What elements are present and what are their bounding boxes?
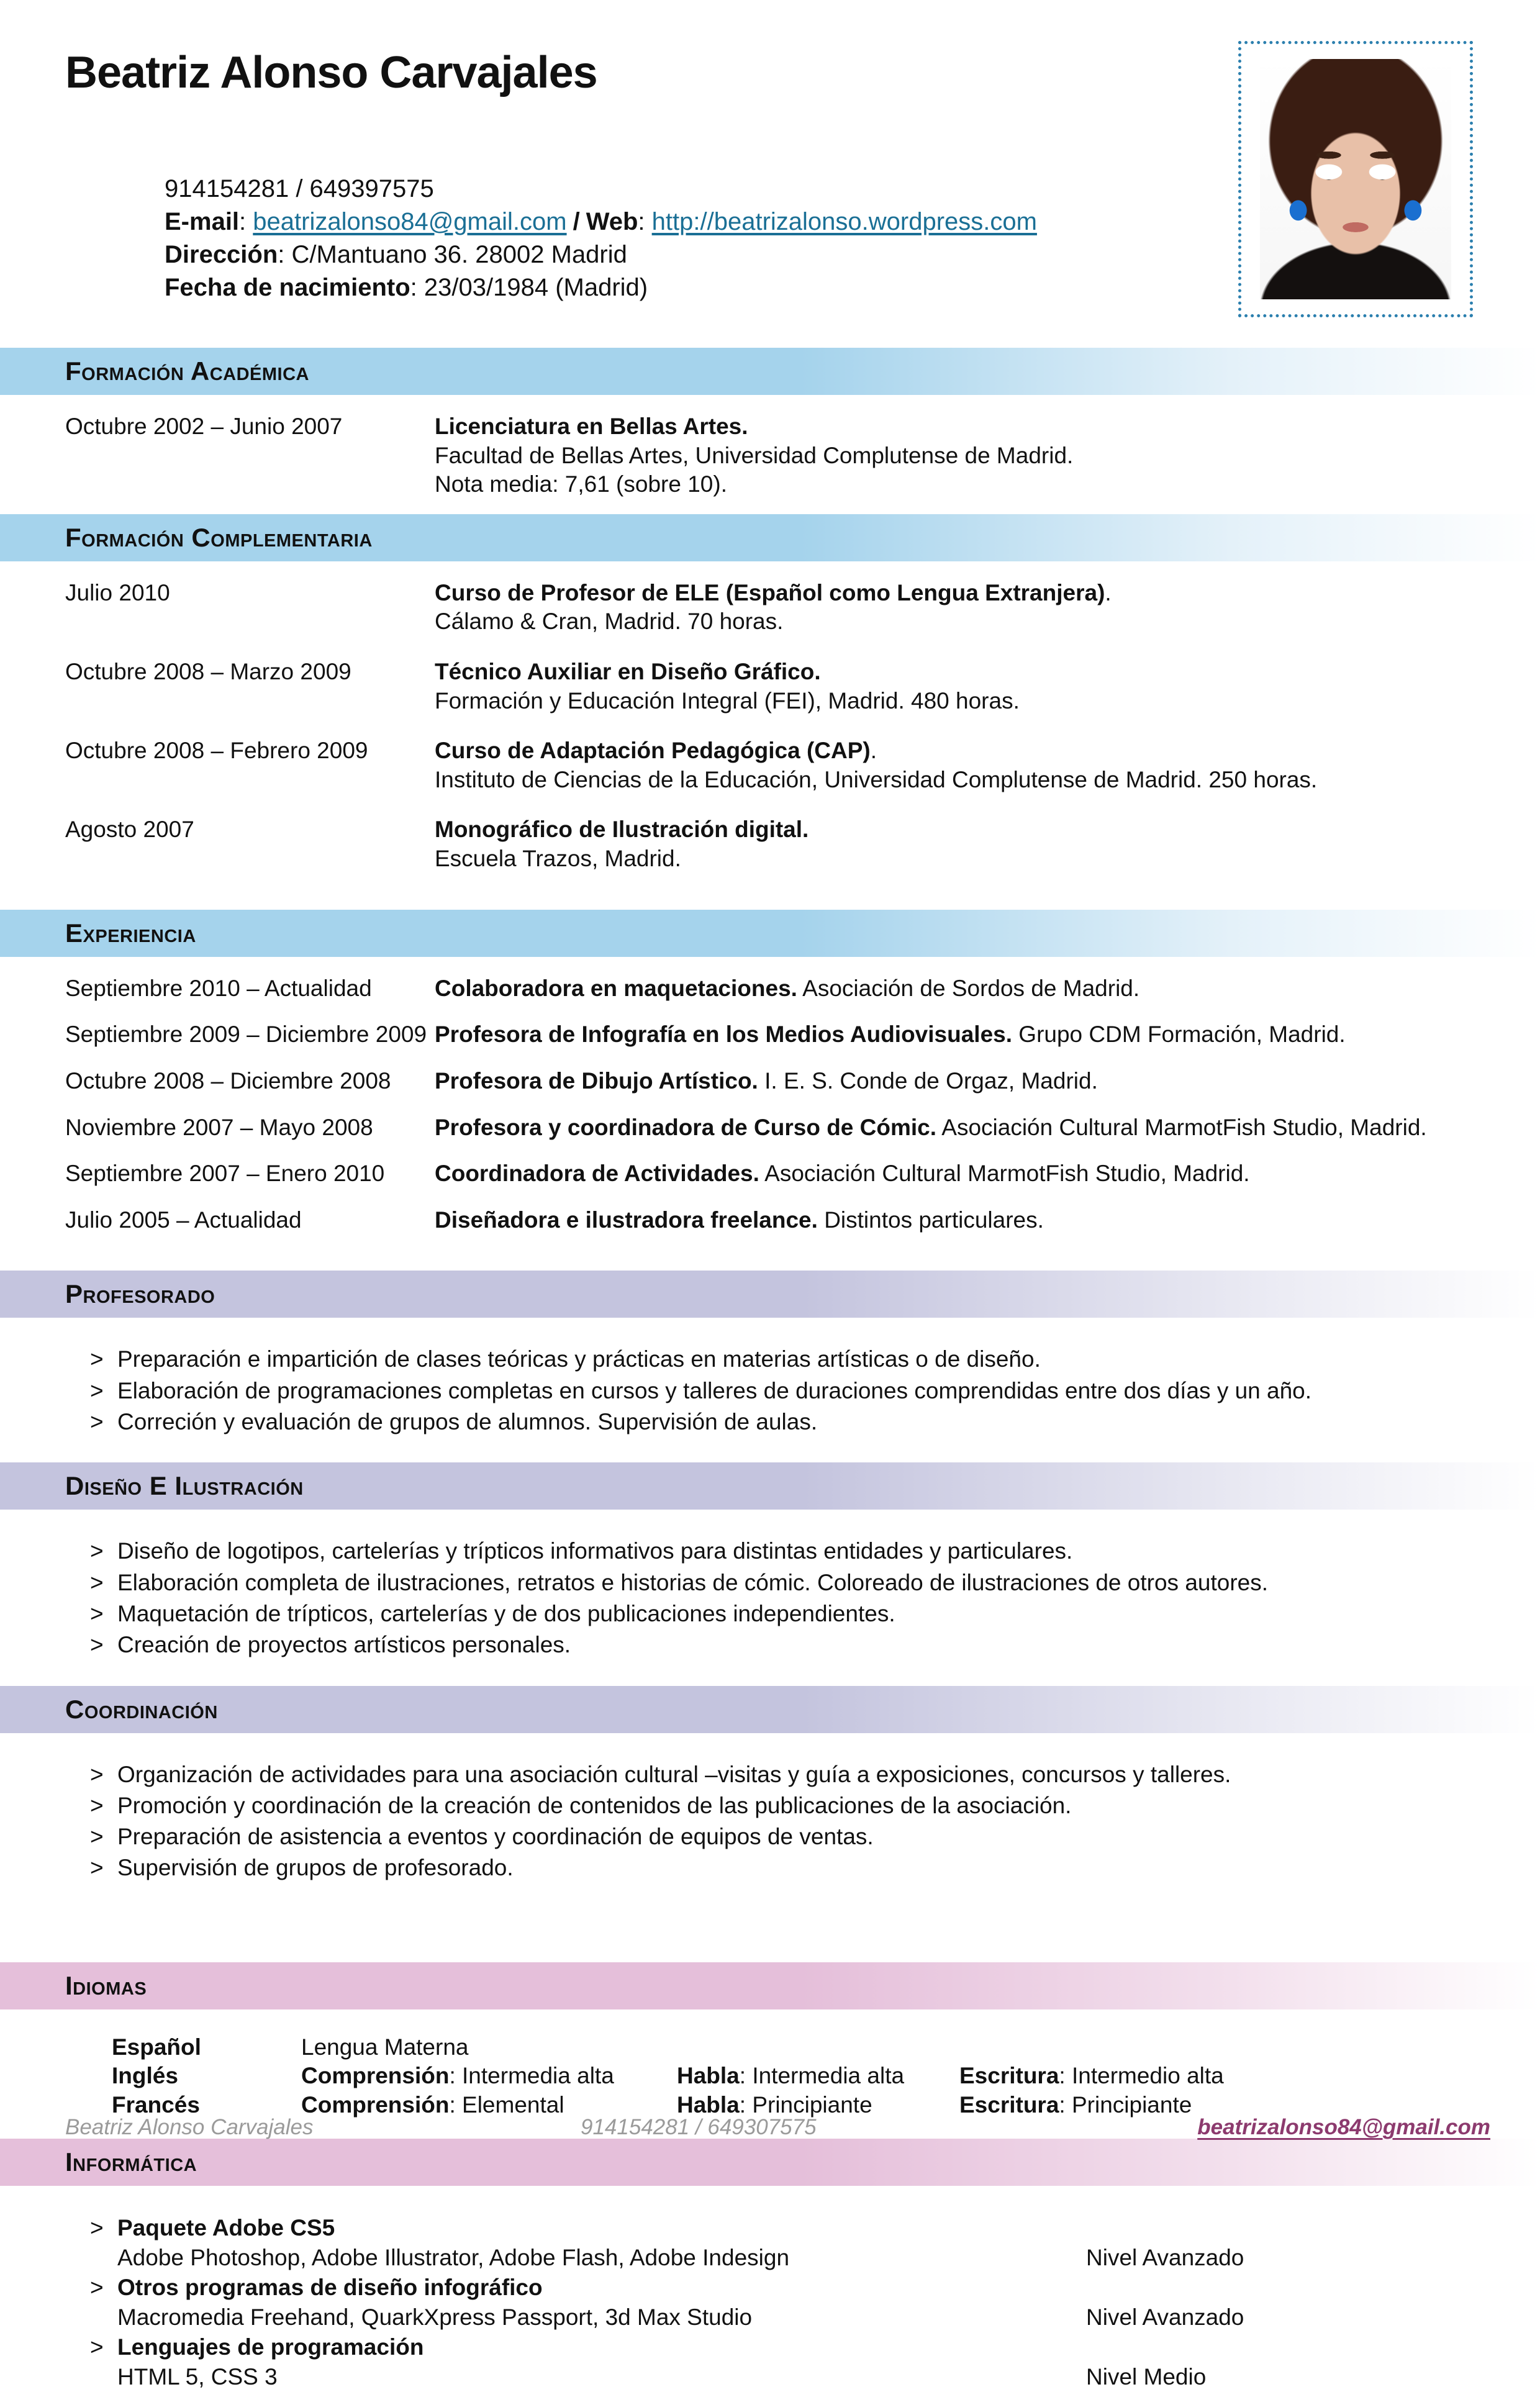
profesorado-bullets — [0, 1318, 1540, 1462]
skill-detail — [90, 2243, 1540, 2273]
entry-role: Profesora de Dibujo Artístico. — [435, 1067, 758, 1094]
section-header-experiencia — [0, 910, 1540, 957]
footer-email-link[interactable]: beatrizalonso84@gmail.com — [1197, 2115, 1490, 2139]
comprehension-value: Lengua Materna — [301, 2034, 469, 2060]
entry-date: Noviembre 2007 – Mayo 2008 — [65, 1114, 373, 1140]
entry-row — [65, 412, 1540, 499]
entry-org: Asociación de Sordos de Madrid. — [797, 975, 1140, 1001]
entry-date: Octubre 2002 – Junio 2007 — [65, 414, 343, 439]
comprehension-value: : Elemental — [449, 2092, 564, 2118]
address-value: C/Mantuano 36. 28002 Madrid — [291, 240, 627, 268]
chevron-right-icon: > — [90, 1761, 104, 1787]
skill-level: Nivel Avanzado — [1086, 2244, 1244, 2270]
footer-phones: 914154281 / 649307575 — [581, 2115, 817, 2139]
speaking-value: : Principiante — [739, 2092, 872, 2118]
entry-row — [65, 974, 1540, 1003]
entry-line-rest: Escuela Trazos, Madrid. — [435, 846, 681, 872]
skill-level: Nivel Avanzado — [1086, 2304, 1244, 2330]
language-writing — [959, 2033, 1540, 2062]
chevron-right-icon: > — [90, 2274, 104, 2300]
section-header-idiomas — [0, 1962, 1540, 2009]
language-name: Francés — [112, 2092, 200, 2118]
entry-line-bold: Curso de Adaptación Pedagógica (CAP) — [435, 738, 871, 764]
section-header-formacion-complementaria — [0, 514, 1540, 561]
entry-line-rest: Facultad de Bellas Artes, Universidad Complutense de Madrid. — [435, 442, 1074, 468]
speaking-label: Habla — [677, 2092, 740, 2118]
entry-line-bold: Técnico Auxiliar en Diseño Gráfico. — [435, 659, 821, 685]
spacer — [0, 503, 1540, 514]
entry-role: Coordinadora de Actividades. — [435, 1161, 759, 1187]
web-link[interactable]: http://beatrizalonso.wordpress.com — [651, 207, 1037, 235]
entry-line — [435, 607, 1540, 637]
entry-body — [435, 1206, 1540, 1235]
entry-line-bold: Curso de Profesor de ELE (Español como Lengua Extranjera) — [435, 579, 1105, 605]
spacer — [0, 1909, 1540, 1962]
section-title: Idiomas — [65, 1970, 147, 2000]
entry-line-rest: Cálamo & Cran, Madrid. 70 horas. — [435, 609, 784, 635]
section-title: Diseño E Ilustración — [65, 1471, 304, 1501]
chevron-right-icon: > — [90, 1377, 104, 1403]
entry-line — [435, 579, 1540, 608]
entry-role: Diseñadora e ilustradora freelance. — [435, 1207, 818, 1233]
section-header-coordinacion — [0, 1686, 1540, 1733]
list-item-text: Promoción y coordinación de la creación de contenidos de las publicaciones de la asociación. — [117, 1792, 1072, 1818]
section-title: Informática — [65, 2147, 197, 2177]
entry-body — [435, 974, 1540, 1003]
chevron-right-icon: > — [90, 2334, 104, 2360]
chevron-right-icon: > — [90, 1600, 104, 1626]
list-item — [90, 1344, 1540, 1375]
skill-group — [90, 2273, 1540, 2332]
section-title: Coordinación — [65, 1694, 218, 1724]
language-comprehension — [301, 2033, 677, 2062]
avatar — [1260, 59, 1451, 299]
entry-date: Julio 2005 – Actualidad — [65, 1207, 302, 1233]
writing-value: : Intermedio alta — [1059, 2063, 1224, 2089]
birth-colon: : — [410, 274, 424, 302]
writing-label: Escritura — [959, 2063, 1059, 2089]
language-speaking — [677, 2062, 959, 2091]
email-link[interactable]: beatrizalonso84@gmail.com — [253, 207, 567, 235]
entry-body — [435, 736, 1540, 794]
entry-line — [435, 736, 1540, 766]
writing-label: Escritura — [959, 2092, 1059, 2118]
web-colon: : — [638, 207, 652, 235]
chevron-right-icon: > — [90, 1346, 104, 1372]
entry-body — [435, 1159, 1540, 1189]
chevron-right-icon: > — [90, 1408, 104, 1434]
skill-group — [90, 2332, 1540, 2392]
entry-line-rest: . — [870, 738, 877, 764]
cv-header — [0, 0, 1540, 348]
footer-name: Beatriz Alonso Carvajales — [65, 2115, 314, 2139]
entry-body — [435, 1067, 1540, 1096]
entry-date: Octubre 2008 – Marzo 2009 — [65, 659, 351, 685]
list-item — [90, 1629, 1540, 1660]
section-title: Formación Complementaria — [65, 522, 373, 552]
contact-separator: / — [573, 207, 580, 235]
skill-programs: Adobe Photoshop, Adobe Illustrator, Adobe Flash, Adobe Indesign — [117, 2244, 790, 2270]
writing-value: : Principiante — [1059, 2092, 1192, 2118]
entry-row — [65, 1159, 1540, 1189]
entry-date: Septiembre 2010 – Actualidad — [65, 975, 372, 1001]
list-item-text: Elaboración completa de ilustraciones, retratos e historias de cómic. Coloreado de ilustraciones de otros autores. — [117, 1569, 1269, 1595]
comprehension-label: Comprensión — [301, 2063, 450, 2089]
section-header-informatica — [0, 2139, 1540, 2186]
chevron-right-icon: > — [90, 1792, 104, 1818]
entry-body — [435, 412, 1540, 499]
skill-heading — [90, 2213, 1540, 2243]
entry-body — [435, 579, 1540, 637]
entry-line — [435, 815, 1540, 845]
language-comprehension — [301, 2062, 677, 2091]
table-row — [112, 2033, 1540, 2062]
list-item-text: Preparación e impartición de clases teóricas y prácticas en materias artísticas o de diseño. — [117, 1346, 1041, 1372]
diseno-bullets — [0, 1510, 1540, 1685]
entry-row — [65, 1113, 1540, 1143]
entry-line-rest: Formación y Educación Integral (FEI), Madrid. 480 horas. — [435, 687, 1020, 714]
coordinacion-bullets — [0, 1733, 1540, 1909]
email-label: E-mail — [165, 207, 240, 235]
entry-body — [435, 815, 1540, 873]
language-speaking — [677, 2033, 959, 2062]
chevron-right-icon: > — [90, 1632, 104, 1658]
chevron-right-icon: > — [90, 1538, 104, 1564]
entry-row — [65, 579, 1540, 637]
experiencia-entries — [0, 957, 1540, 1239]
entry-line — [435, 412, 1540, 442]
entry-role: Colaboradora en maquetaciones. — [435, 975, 797, 1001]
entry-org: I. E. S. Conde de Orgaz, Madrid. — [758, 1067, 1098, 1094]
birth-label: Fecha de nacimiento — [165, 274, 410, 302]
list-item — [90, 1375, 1540, 1407]
section-title: Formación Académica — [65, 356, 309, 386]
entry-org: Asociación Cultural MarmotFish Studio, Madrid. — [759, 1161, 1250, 1187]
list-item-text: Elaboración de programaciones completas en cursos y talleres de duraciones comprendidas entre dos días y un año. — [117, 1377, 1312, 1403]
list-item — [90, 1790, 1540, 1821]
entry-line-bold: Licenciatura en Bellas Artes. — [435, 414, 748, 439]
section-header-profesorado — [0, 1271, 1540, 1318]
speaking-label: Habla — [677, 2063, 740, 2089]
list-item-text: Supervisión de grupos de profesorado. — [117, 1855, 514, 1881]
list-item-text: Maquetación de trípticos, cartelerías y de dos publicaciones independientes. — [117, 1600, 895, 1626]
comprehension-value: : Intermedia alta — [449, 2063, 614, 2089]
entry-line — [435, 766, 1540, 795]
photo-frame — [1238, 41, 1473, 317]
list-item-text: Organización de actividades para una asociación cultural –visitas y guía a exposiciones, concursos y talleres. — [117, 1761, 1231, 1787]
chevron-right-icon: > — [90, 2214, 104, 2240]
entry-line — [435, 845, 1540, 874]
speaking-value: : Intermedia alta — [739, 2063, 905, 2089]
entry-date: Octubre 2008 – Febrero 2009 — [65, 738, 368, 764]
entry-row — [65, 815, 1540, 873]
entry-body — [435, 1020, 1540, 1049]
chevron-right-icon: > — [90, 1824, 104, 1850]
entry-body — [435, 1113, 1540, 1143]
formacion-academica-entries — [0, 395, 1540, 503]
email-colon: : — [239, 207, 253, 235]
entry-body — [435, 658, 1540, 715]
skill-detail — [90, 2303, 1540, 2332]
page-footer — [0, 2115, 1540, 2140]
list-item-text: Preparación de asistencia a eventos y coordinación de equipos de ventas. — [117, 1824, 874, 1850]
skill-heading-text: Paquete Adobe CS5 — [117, 2214, 335, 2240]
entry-row — [65, 736, 1540, 794]
skill-heading — [90, 2273, 1540, 2303]
skill-programs: Macromedia Freehand, QuarkXpress Passport, 3d Max Studio — [117, 2304, 753, 2330]
skill-detail — [90, 2362, 1540, 2392]
comprehension-label: Comprensión — [301, 2092, 450, 2118]
birth-value: 23/03/1984 (Madrid) — [424, 274, 648, 302]
entry-org: Asociación Cultural MarmotFish Studio, Madrid. — [936, 1114, 1427, 1140]
language-name: Español — [112, 2034, 201, 2060]
entry-role: Profesora y coordinadora de Curso de Cómic. — [435, 1114, 937, 1140]
entry-row — [65, 1206, 1540, 1235]
entry-org: Grupo CDM Formación, Madrid. — [1012, 1022, 1346, 1048]
entry-org: Distintos particulares. — [817, 1207, 1044, 1233]
list-item — [90, 1598, 1540, 1629]
address-label: Dirección — [165, 240, 278, 268]
entry-line-rest: Instituto de Ciencias de la Educación, Universidad Complutense de Madrid. 250 horas. — [435, 766, 1318, 792]
entry-line — [435, 470, 1540, 499]
entry-role: Profesora de Infografía en los Medios Audiovisuales. — [435, 1022, 1013, 1048]
list-item — [90, 1536, 1540, 1567]
address-colon: : — [278, 240, 292, 268]
language-name: Inglés — [112, 2063, 178, 2089]
section-title: Experiencia — [65, 918, 196, 948]
list-item — [90, 1852, 1540, 1883]
formacion-complementaria-entries — [0, 561, 1540, 899]
chevron-right-icon: > — [90, 1855, 104, 1881]
list-item — [90, 1407, 1540, 1438]
entry-line — [435, 442, 1540, 471]
entry-date: Agosto 2007 — [65, 817, 194, 843]
skill-group — [90, 2213, 1540, 2273]
web-label: Web — [586, 207, 638, 235]
entry-row — [65, 1067, 1540, 1096]
list-item — [90, 1821, 1540, 1852]
entry-row — [65, 658, 1540, 715]
skill-programs: HTML 5, CSS 3 — [117, 2364, 278, 2390]
entry-line-rest: . — [1105, 579, 1112, 605]
entry-date: Julio 2010 — [65, 579, 170, 605]
phones-value: 914154281 / 649397575 — [165, 174, 434, 202]
page-title: Beatriz Alonso Carvajales — [65, 48, 597, 97]
list-item-text: Diseño de logotipos, cartelerías y trípticos informativos para distintas entidades y particulares. — [117, 1538, 1073, 1564]
skill-heading-text: Lenguajes de programación — [117, 2334, 424, 2360]
list-item-text: Creación de proyectos artísticos personales. — [117, 1632, 571, 1658]
language-writing — [959, 2062, 1540, 2091]
skill-heading-text: Otros programas de diseño infográfico — [117, 2274, 543, 2300]
spacer — [0, 1238, 1540, 1271]
list-item-text: Correción y evaluación de grupos de alumnos. Supervisión de aulas. — [117, 1408, 818, 1434]
section-header-formacion-academica — [0, 348, 1540, 395]
informatica-list — [0, 2186, 1540, 2392]
entry-line-bold: Monográfico de Ilustración digital. — [435, 817, 809, 843]
skill-level: Nivel Medio — [1086, 2364, 1207, 2390]
section-header-diseno-ilustracion — [0, 1462, 1540, 1510]
entry-date: Septiembre 2007 – Enero 2010 — [65, 1161, 385, 1187]
entry-row — [65, 1020, 1540, 1049]
chevron-right-icon: > — [90, 1569, 104, 1595]
entry-line — [435, 658, 1540, 687]
entry-date: Septiembre 2009 – Diciembre 2009 — [65, 1022, 427, 1048]
list-item — [90, 1567, 1540, 1598]
spacer — [0, 899, 1540, 910]
skill-heading — [90, 2332, 1540, 2362]
entry-date: Octubre 2008 – Diciembre 2008 — [65, 1067, 391, 1094]
entry-line-rest: Nota media: 7,61 (sobre 10). — [435, 471, 727, 497]
section-title: Profesorado — [65, 1279, 215, 1309]
table-row — [112, 2062, 1540, 2091]
list-item — [90, 1759, 1540, 1790]
entry-line — [435, 687, 1540, 716]
